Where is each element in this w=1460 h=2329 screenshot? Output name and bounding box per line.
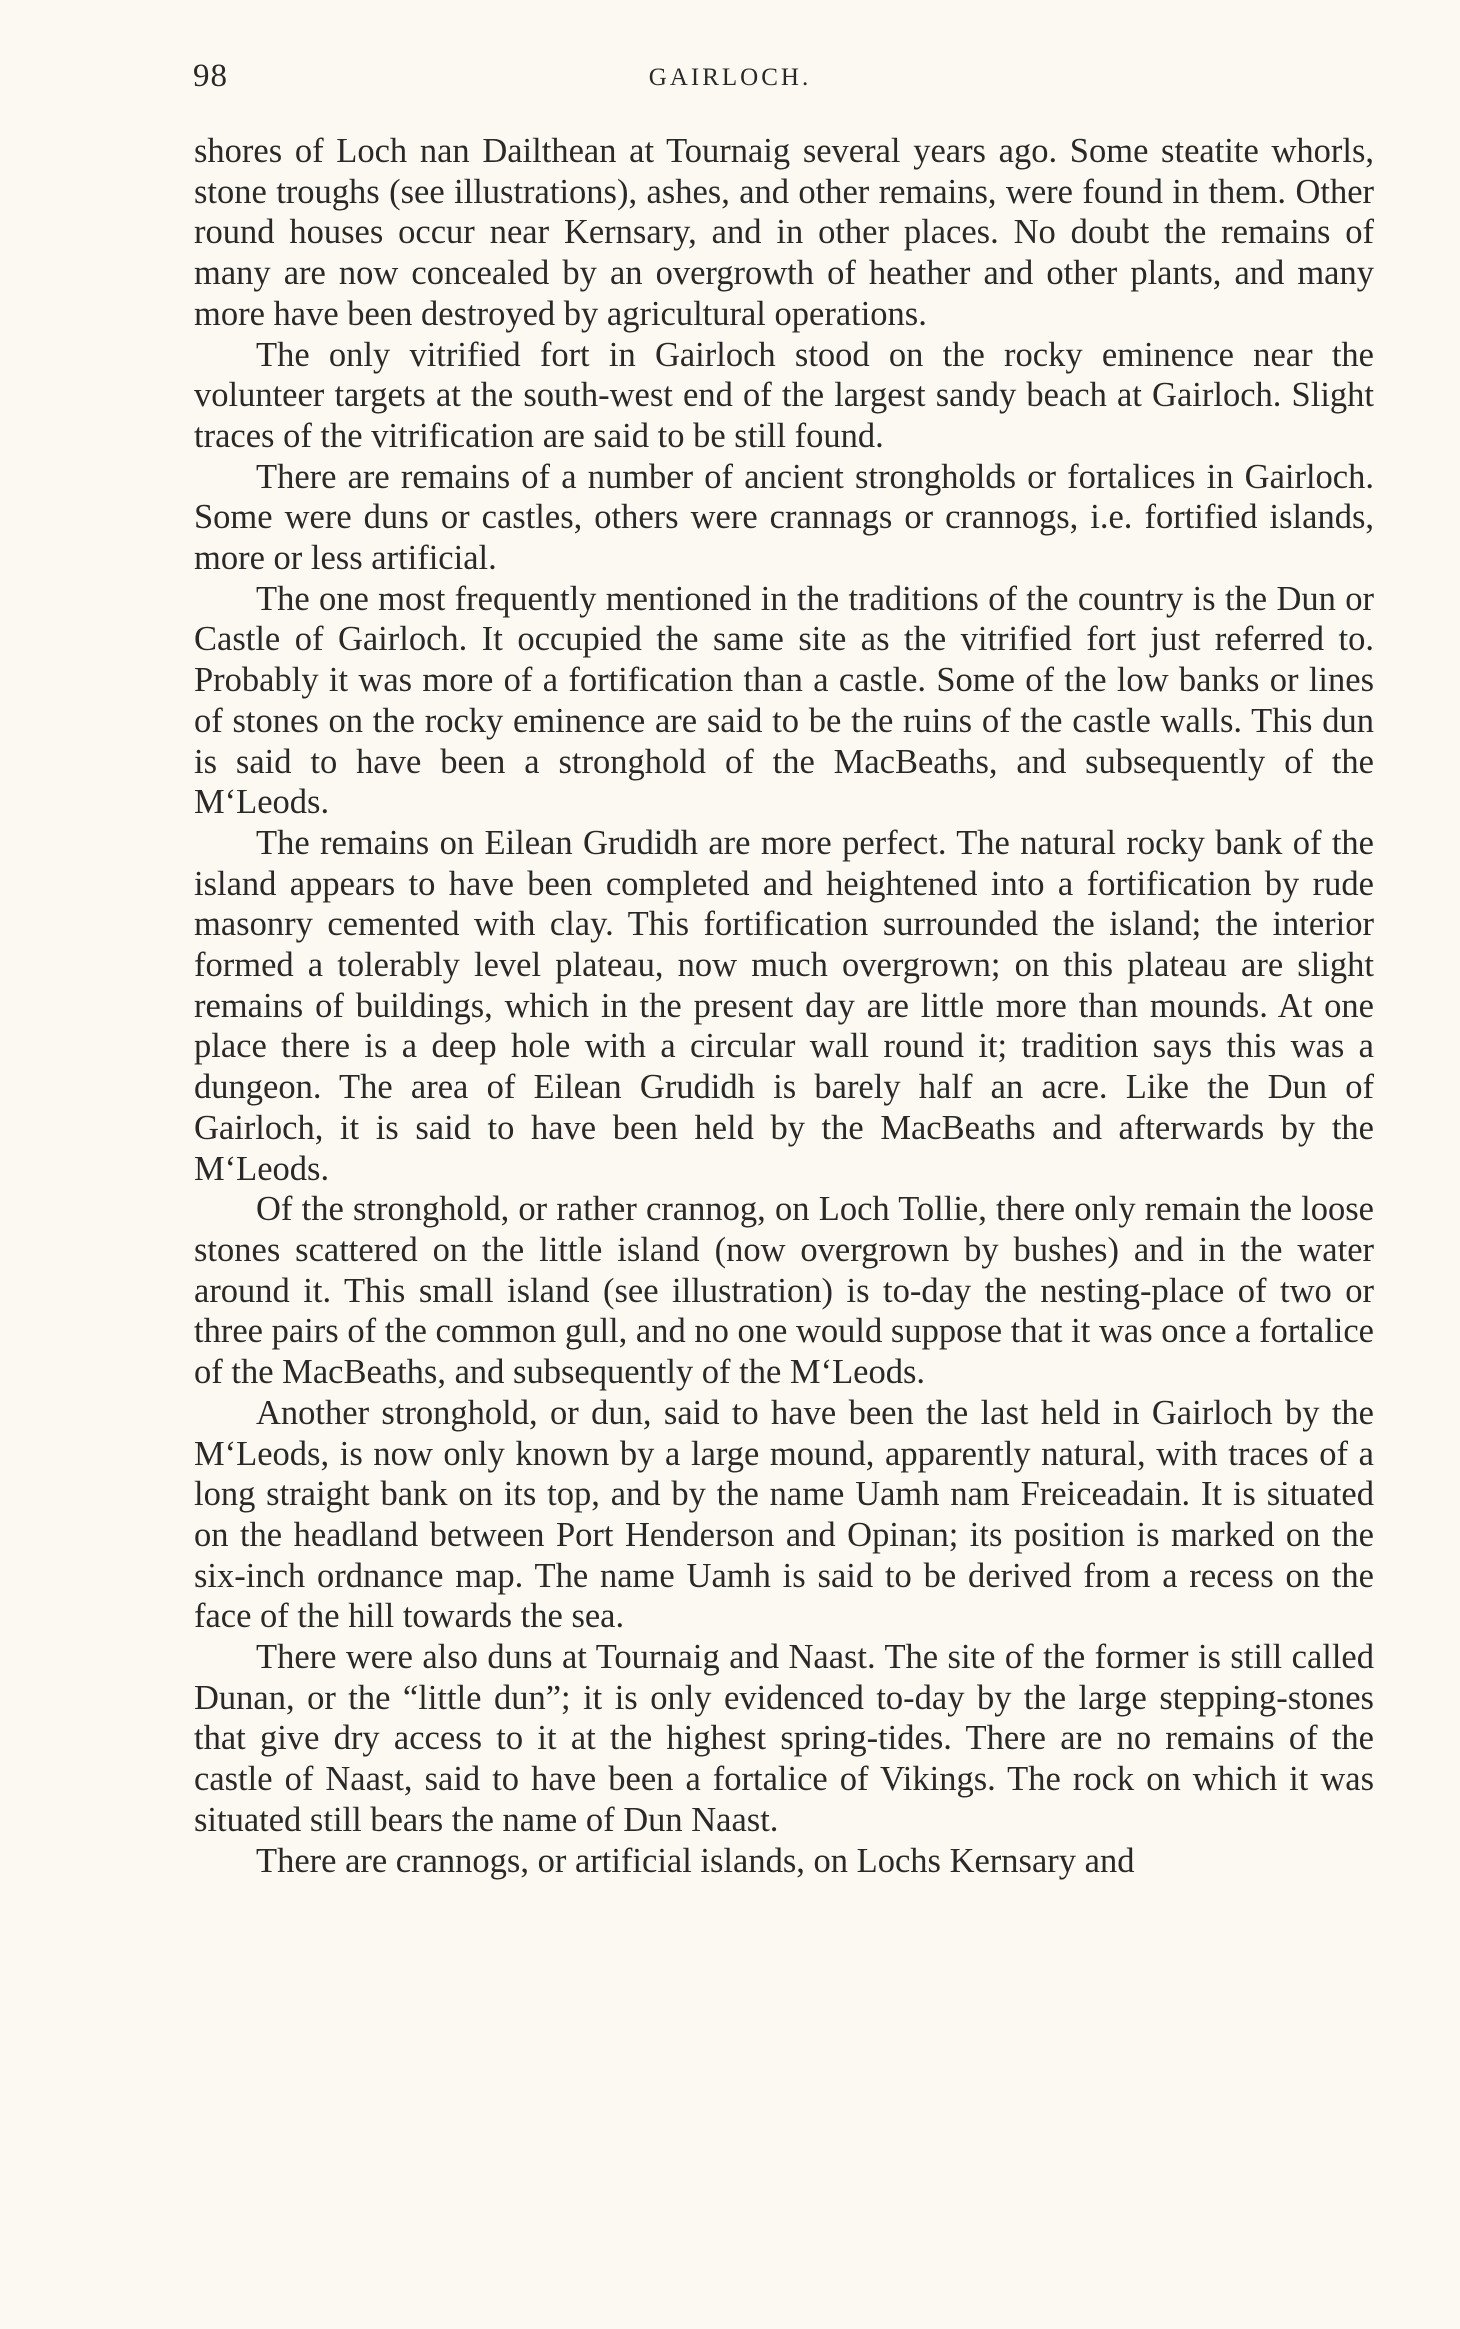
paragraph: There are crannogs, or artificial islands, on Lochs Kernsary and bbox=[256, 1841, 1135, 1880]
paragraph: The only vitrified fort in Gairloch stood on the rocky eminence near the volunteer targets at the south-west end of the largest sandy beach at Gairloch. Slight traces of the vitrification are said to be still found. bbox=[194, 335, 1374, 455]
paragraph: shores of Loch nan Dailthean at Tournaig several years ago. Some steatite whorls, stone troughs (see illustrations), ashes, and other remains, were found in them. Other round houses occur near Kernsary, and in other places. No doubt the remains of many are now concealed by an overgrowth of heather and other plants, and many more have been destroyed by agricultural operations. bbox=[194, 132, 1374, 333]
paragraph: The remains on Eilean Grudidh are more perfect. The natural rocky bank of the island appears to have been completed and heightened into a fortification by rude masonry cemented with clay. This fortification surrounded the island; the interior formed a tolerably level plateau, now much overgrown; on this plateau are slight remains of buildings, which in the present day are little more than mounds. At one place there is a deep hole with a circular wall round it; tradition says this was a dungeon. The area of Eilean Grudidh is barely half an acre. Like the Dun of Gairloch, it is said to have been held by the MacBeaths and afterwards by the M‘Leods. bbox=[194, 823, 1374, 1188]
running-title: GAIRLOCH. bbox=[648, 64, 812, 91]
paragraph: Another stronghold, or dun, said to have been the last held in Gairloch by the M‘Leods, is now only known by a large mound, apparently natural, with traces of a long straight bank on its top, and by the name Uamh nam Freiceadain. It is situated on the headland between Port Henderson and Opinan; its position is marked on the six-inch ordnance map. The name Uamh is said to be derived from a recess on the face of the hill towards the sea. bbox=[194, 1393, 1374, 1636]
body-text bbox=[194, 131, 1374, 1881]
paragraph: There are remains of a number of ancient strongholds or fortalices in Gairloch. Some were duns or castles, others were crannags or crannogs, i.e. fortified islands, more or less artificial. bbox=[194, 457, 1374, 578]
page-number: 98 bbox=[193, 58, 228, 94]
paragraph: Of the stronghold, or rather crannog, on Loch Tollie, there only remain the loose stones scattered on the little island (now overgrown by bushes) and in the water around it. This small island (see illustration) is to-day the nesting-place of two or three pairs of the common gull, and no one would suppose that it was once a fortalice of the MacBeaths, and subsequently of the M‘Leods. bbox=[194, 1190, 1374, 1392]
paragraph: There were also duns at Tournaig and Naast. The site of the former is still called Dunan, or the “little dun”; it is only evidenced to-day by the large stepping-stones that give dry access to it at the highest spring-tides. There are no remains of the castle of Naast, said to have been a fortalice of Vikings. The rock on which it was situated still bears the name of Dun Naast. bbox=[194, 1638, 1374, 1839]
paragraph: The one most frequently mentioned in the traditions of the country is the Dun or Castle of Gairloch. It occupied the same site as the vitrified fort just referred to. Probably it was more of a fortification than a castle. Some of the low banks or lines of stones on the rocky eminence are said to be the ruins of the castle walls. This dun is said to have been a stronghold of the MacBeaths, and subsequently of the M‘Leods. bbox=[194, 579, 1374, 822]
